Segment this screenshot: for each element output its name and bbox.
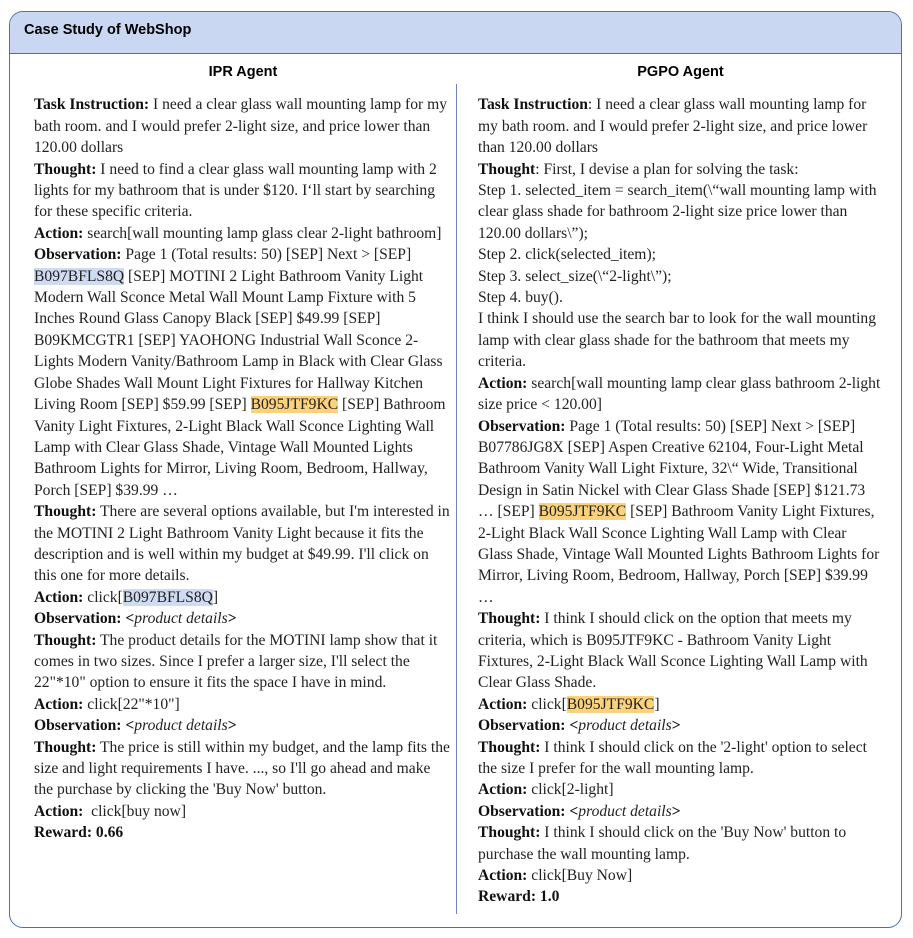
thought-step: Thought: I think I should click on the '2-light' option to select the size I prefer for the wall mounting lamp.	[478, 738, 867, 777]
observation-step: Observation: <product details>	[34, 610, 237, 628]
product-id-highlight: B095JTF9KC	[566, 695, 655, 713]
action-step: Action: click[buy now]	[34, 802, 187, 820]
pgpo-agent-column	[478, 62, 883, 908]
action-step: Action: click[22"*10"]	[34, 695, 180, 713]
thought-step: Thought: There are several options available, but I'm interested in the MOTINI 2 Light Bathroom Vanity Light because it fits the description and is well within my budget at $49.99. I'll click on this one for more details.	[34, 503, 450, 585]
ipr-agent-column	[34, 62, 452, 844]
plan-step: Step 4. buy().	[478, 289, 563, 307]
thought-step: Thought: I think I should click on the option that meets my criteria, which is B095JTF9KC - Bathroom Vanity Light Fixtures, 2-Light Black Wall Sconce Lighting Wall Lamp with Clear Glass Shade.	[478, 610, 868, 692]
action-step: Action: click[Buy Now]	[478, 867, 633, 885]
observation-step: Observation: Page 1 (Total results: 50) [SEP] Next > [SEP] B097BFLS8Q [SEP] MOTINI 2 Light Bathroom Vanity Light Modern Wall Sconce Metal Wall Mount Lamp Fixture with 5 Inches Round Glass Canopy Black [SEP] $49.99 [SEP] B09KMCGTR1 [SEP] YAOHONG Industrial Wall Sconce 2-Lights Modern Vanity/Bathroom Lamp in Black with Clear Glass Globe Shades Wall Mount Light Fixtures for Hallway Kitchen Living Room [SEP] $59.99 [SEP] B095JTF9KC [SEP] Bathroom Vanity Light Fixtures, 2-Light Black Wall Sconce Lighting Wall Lamp with Clear Glass Shade, Vintage Wall Mounted Lights Bathroom Lights for Mirror, Living Room, Bedroom, Hallway, Porch [SEP] $39.99 …	[34, 246, 446, 499]
reward: Reward: 0.66	[34, 824, 124, 842]
plan-step: Step 2. click(selected_item);	[478, 246, 656, 264]
thought-step: Thought: I think I should click on the 'Buy Now' button to purchase the wall mounting lamp.	[478, 824, 847, 863]
product-id-highlight: B095JTF9KC	[250, 396, 339, 414]
pgpo-agent-header: PGPO Agent	[637, 64, 724, 80]
action-step: Action: search[wall mounting lamp clear glass bathroom 2-light size price < 120.00]	[478, 374, 881, 414]
column-divider	[456, 84, 457, 914]
task-instruction: Task Instruction: I need a clear glass wall mounting lamp for my bath room. and I would prefer 2-light size, and price lower than 120.00 dollars	[478, 96, 868, 157]
thought-step: Thought: I need to find a clear glass wall mounting lamp with 2 lights for my bathroom that is under $120. I‘ll start by searching for these specific criteria.	[34, 160, 437, 221]
plan-step: Step 3. select_size(\“2-light\”);	[478, 267, 672, 285]
observation-step: Observation: Page 1 (Total results: 50) [SEP] Next > [SEP] B07786JG8X [SEP] Aspen Creative 62104, Four-Light Metal Bathroom Vanity Wall Light Fixture, 32\“ Wide, Transitional Design in Satin Nickel with Clear Glass Shade [SEP] $121.73 … [SEP] B095JTF9KC [SEP] Bathroom Vanity Light Fixtures, 2-Light Black Wall Sconce Lighting Wall Lamp with Clear Glass Shade, Vintage Wall Mounted Lights Bathroom Lights for Mirror, Living Room, Bedroom, Hallway, Porch [SEP] $39.99 …	[478, 417, 880, 606]
product-id-highlight: B097BFLS8Q	[122, 588, 213, 606]
ipr-agent-header: IPR Agent	[208, 64, 278, 80]
box-title: Case Study of WebShop	[10, 12, 901, 54]
plan-text: I think I should use the search bar to look for the wall mounting lamp with clear glass shade for the bathroom that meets my criteria.	[478, 310, 876, 371]
thought-step: Thought: First, I devise a plan for solving the task:	[478, 160, 799, 178]
thought-step: Thought: The price is still within my budget, and the lamp fits the size and light requirements I have. ..., so I'll go ahead and make the purchase by clicking the 'Buy Now' button.	[34, 738, 450, 799]
action-step: Action: search[wall mounting lamp glass clear 2-light bathroom]	[34, 224, 442, 242]
task-instruction: Task Instruction: I need a clear glass wall mounting lamp for my bath room. and I would prefer 2-light size, and price lower than 120.00 dollars	[34, 96, 448, 157]
action-step: Action: click[B095JTF9KC]	[478, 695, 660, 713]
case-study-box	[9, 11, 902, 928]
thought-step: Thought: The product details for the MOTINI lamp show that it comes in two sizes. Since I prefer a larger size, I'll select the 22"*10" option to ensure it fits the space I have in mind.	[34, 631, 438, 692]
product-id-highlight: B097BFLS8Q	[34, 267, 125, 285]
observation-step: Observation: <product details>	[478, 717, 681, 735]
product-id-highlight: B095JTF9KC	[538, 503, 627, 521]
action-step: Action: click[B097BFLS8Q]	[34, 588, 219, 606]
observation-step: Observation: <product details>	[34, 717, 237, 735]
action-step: Action: click[2-light]	[478, 781, 614, 799]
plan-step: Step 1. selected_item = search_item(\“wall mounting lamp with clear glass shade for bathroom 2-light size price lower than 120.00 dollars\”);	[478, 182, 877, 242]
reward: Reward: 1.0	[478, 888, 560, 906]
observation-step: Observation: <product details>	[478, 802, 681, 820]
